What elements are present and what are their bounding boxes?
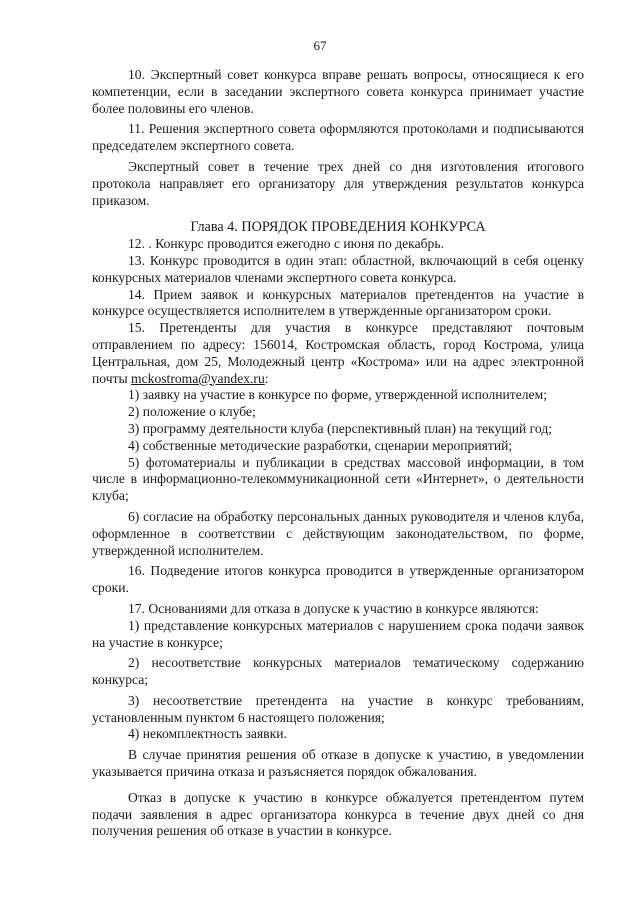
paragraph-15 — [92, 320, 584, 387]
email-link[interactable]: mckostroma@yandex.ru — [131, 370, 265, 386]
paragraph-15-text: 15. Претенденты для участия в конкурсе представляют почтовым отправлением по адресу: 156014, Костромская область, город Кострома, улица Центральная, дом 25, Молодежный центр «Кострома» или на адрес электронной почты — [92, 320, 584, 386]
list-15-item-3: 3) программу деятельности клуба (перспективный план) на текущий год; — [128, 420, 553, 436]
paragraph-protocol: Экспертный совет в течение трех дней со дня изготовления итогового протокола направляет его организатору для утверждения результатов конкурса приказом. — [92, 158, 584, 208]
appeal-paragraph: Отказ в допуске к участию в конкурсе обжалуется претендентом путем подачи заявления в адрес организатора конкурса в течение двух дней со дня получения решения об отказе в участии в конкурсе. — [92, 789, 584, 839]
paragraph-13: 13. Конкурс проводится в один этап: областной, включающий в себя оценку конкурсных материалов членами экспертного совета конкурса. — [92, 252, 584, 285]
paragraph-12: 12. . Конкурс проводится ежегодно с июня по декабрь. — [128, 236, 444, 252]
paragraph-17: 17. Основаниями для отказа в допуске к участию в конкурсе являются: — [128, 600, 539, 616]
list-15-item-6: 6) согласие на обработку персональных данных руководителя и членов клуба, оформленное в соответствии с действующим законодательством, по форме, утвержденной исполнителем. — [92, 508, 584, 558]
document-body — [92, 67, 584, 840]
list-17-item-1: 1) представление конкурсных материалов с нарушением срока подачи заявок на участие в конкурсе; — [92, 617, 584, 650]
list-17-item-4: 4) некомплектность заявки. — [128, 726, 287, 742]
list-15-item-1: 1) заявку на участие в конкурсе по форме, утвержденной исполнителем; — [128, 387, 547, 403]
chapter-heading: Глава 4. ПОРЯДОК ПРОВЕДЕНИЯ КОНКУРСА — [190, 219, 486, 236]
list-15-item-4: 4) собственные методические разработки, сценарии мероприятий; — [128, 437, 513, 453]
paragraph-11: 11. Решения экспертного совета оформляются протоколами и подписываются председателем экспертного совета. — [92, 121, 584, 154]
list-15-item-2: 2) положение о клубе; — [128, 404, 256, 420]
refusal-notice: В случае принятия решения об отказе в допуске к участию, в уведомлении указывается причина отказа и разъясняется порядок обжалования. — [92, 747, 584, 780]
list-17-item-3: 3) несоответствие претендента на участие в конкурс требованиям, установленным пунктом 6 настоящего положения; — [92, 692, 584, 725]
paragraph-16: 16. Подведение итогов конкурса проводится в утвержденные организатором сроки. — [92, 563, 584, 596]
list-15-item-5: 5) фотоматериалы и публикации в средствах массовой информации, в том числе в информационно-телекоммуникационной сети «Интернет», о деятельности клуба; — [92, 454, 584, 504]
paragraph-10: 10. Экспертный совет конкурса вправе решать вопросы, относящиеся к его компетенции, если в заседании экспертного совета конкурса принимает участие более половины его членов. — [92, 67, 584, 116]
list-17-item-2: 2) несоответствие конкурсных материалов тематическому содержанию конкурса; — [92, 655, 584, 688]
paragraph-14: 14. Прием заявок и конкурсных материалов претендентов на участие в конкурсе осуществляется исполнителем в утвержденные организатором сроки. — [92, 286, 584, 319]
paragraph-15-colon: : — [264, 370, 269, 386]
page-number: 67 — [313, 38, 327, 53]
